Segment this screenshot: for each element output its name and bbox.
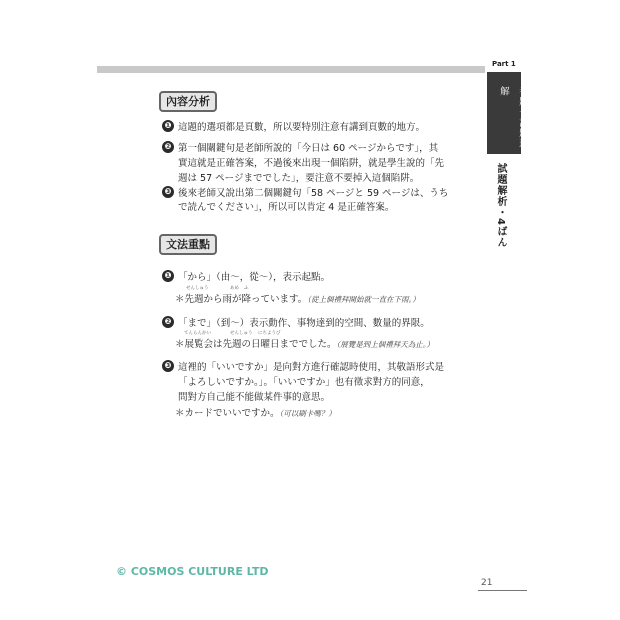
side-tab-word-1: 考題 xyxy=(517,86,528,107)
page-number: 21 xyxy=(481,578,493,588)
side-subtitle: 試題解析・4ばん xyxy=(495,163,506,248)
section-heading-grammar: 文法重點 xyxy=(159,234,217,255)
furigana: せんしゅう xyxy=(186,286,209,291)
example-translation: （從上個禮拜開始就一直在下雨。） xyxy=(307,295,420,304)
item-number: ❸ xyxy=(162,360,174,372)
paragraph-line: 「まで」（到～）表示動作、事物達到的空間、數量的界限。 xyxy=(178,318,430,329)
furigana: せんしゅう xyxy=(230,331,253,336)
item-number: ❸ xyxy=(162,186,174,198)
side-tab xyxy=(487,72,528,154)
item-number: ❷ xyxy=(162,316,174,328)
item-number: ❶ xyxy=(162,120,174,132)
paragraph-line: 實這就是正確答案，不過後來出現一個陷阱，就是學生說的「先 xyxy=(178,158,445,169)
footer-rule xyxy=(478,590,527,591)
side-tab-word-2: 一 xyxy=(517,107,528,118)
side-tab-text xyxy=(494,86,532,154)
furigana: あめ xyxy=(230,286,239,291)
header-bar xyxy=(97,66,485,73)
item-number: ❷ xyxy=(162,141,174,153)
paragraph-line: 第一個關鍵句是老師所說的「今日は 60 ページからです」，其 xyxy=(178,143,439,154)
example-text: ＊展覧会は先週の日曜日まででした。 xyxy=(175,339,337,350)
example-text: ＊カードでいいですか。 xyxy=(175,408,280,419)
paragraph-line: 這裡的「いいですか」是向對方進行確認時使用，其敬語形式是 xyxy=(178,362,445,373)
example-translation: （展覽是到上個禮拜天為止。） xyxy=(336,340,435,349)
paragraph-line: 週は 57 ページまででした」，要注意不要掉入這個陷阱。 xyxy=(178,173,420,184)
paragraph-line: 「から」（由～，從～），表示起點。 xyxy=(178,272,331,283)
paragraph-line: 這題的選項都是頁數，所以要特別注意有講到頁數的地方。 xyxy=(178,122,426,133)
furigana: ふ xyxy=(244,286,249,291)
furigana: にちようび xyxy=(258,331,281,336)
copyright-text: © COSMOS CULTURE LTD xyxy=(116,565,269,578)
example-text: ＊先週から雨が降っています。 xyxy=(175,294,308,305)
paragraph-line: 「よろしいですか。」。「いいですか」也有徵求對方的同意， xyxy=(178,377,430,388)
example-sentence xyxy=(175,336,434,350)
paragraph-line: で読んでください」，所以可以肯定 4 是正確答案。 xyxy=(178,202,395,213)
example-translation: （可以刷卡嗎？） xyxy=(279,409,336,418)
example-sentence xyxy=(175,405,336,419)
furigana: てんらんかい xyxy=(184,331,211,336)
side-tab-word-3: 讀題理解 xyxy=(498,86,528,149)
example-sentence xyxy=(175,291,420,305)
section-heading-content-analysis: 內容分析 xyxy=(159,91,217,112)
item-number: ❶ xyxy=(162,270,174,282)
paragraph-line: 問對方自己能不能做某件事的意思。 xyxy=(178,392,331,403)
paragraph-line: 後來老師又說出第二個關鍵句「58 ページと 59 ページは、うち xyxy=(178,188,449,199)
part-label: Part 1 xyxy=(492,60,516,68)
